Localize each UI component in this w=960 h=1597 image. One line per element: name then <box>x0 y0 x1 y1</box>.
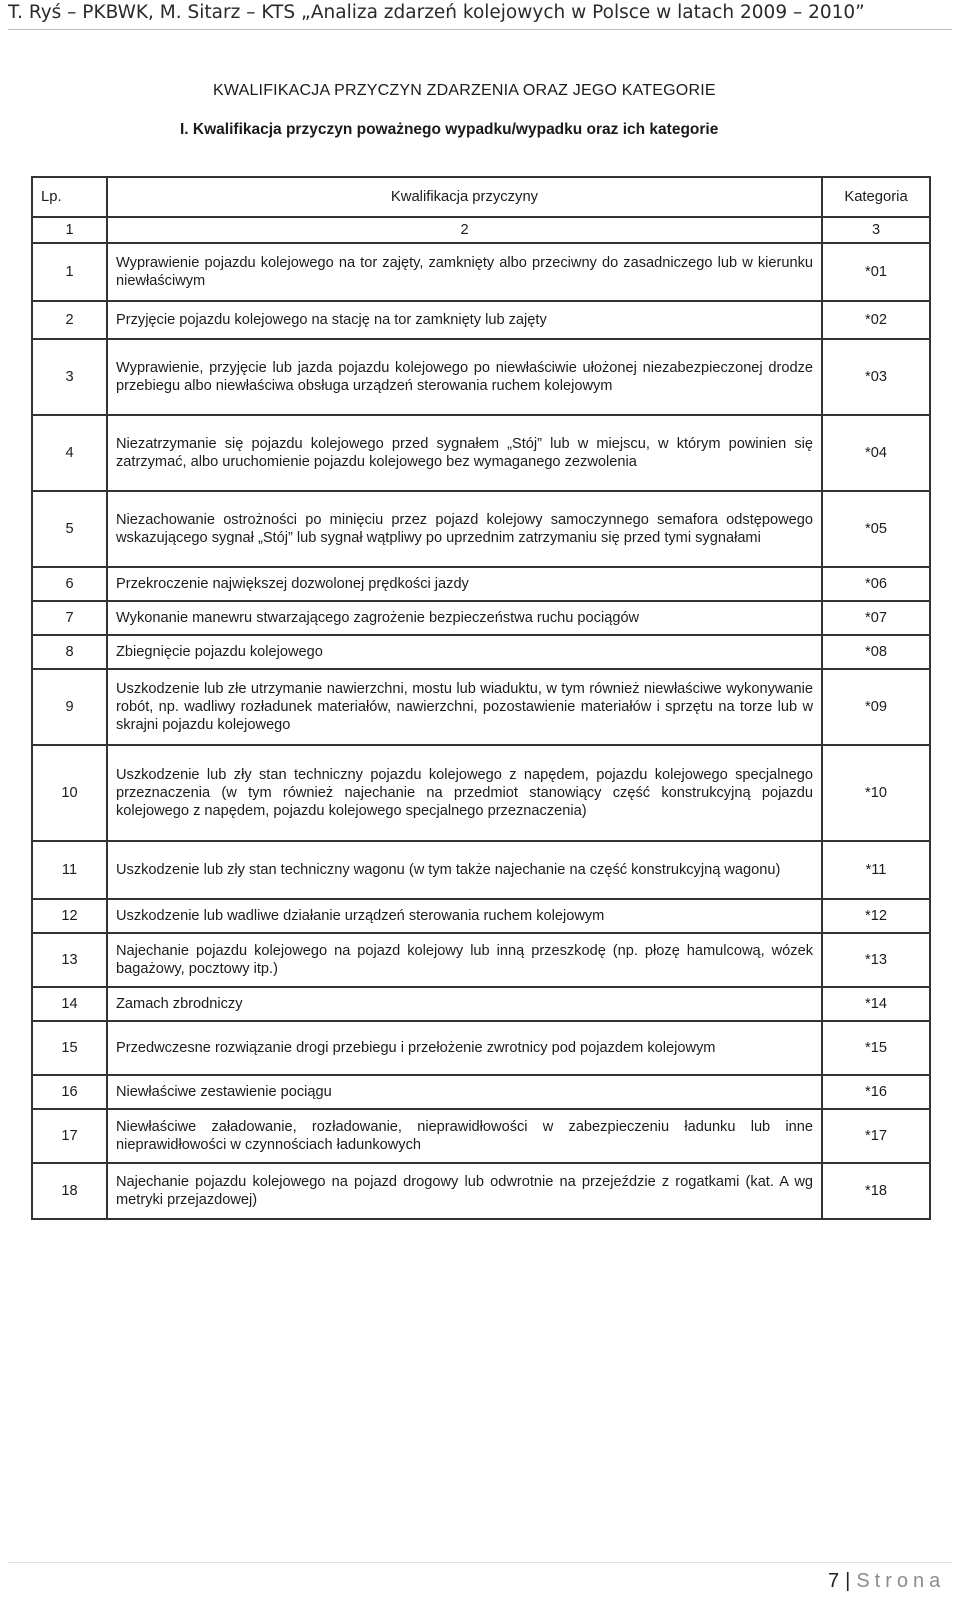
table-row <box>32 1109 930 1163</box>
table-row <box>32 987 930 1021</box>
table-row <box>32 301 930 339</box>
row-category-cell: *11 <box>822 841 930 899</box>
table-row <box>32 1163 930 1219</box>
row-lp-cell: 17 <box>32 1109 107 1163</box>
row-lp-cell: 18 <box>32 1163 107 1219</box>
row-description-cell: Wyprawienie pojazdu kolejowego na tor zajęty, zamknięty albo przeciwny do zasadniczego lub w kierunku niewłaściwym <box>107 243 822 301</box>
row-category-cell: *07 <box>822 601 930 635</box>
row-lp-cell: 13 <box>32 933 107 987</box>
row-description-cell: Niewłaściwe zestawienie pociągu <box>107 1075 822 1109</box>
page-number: 7 <box>828 1570 840 1592</box>
row-description-cell: Uszkodzenie lub zły stan techniczny wagonu (w tym także najechanie na część konstrukcyjną wagonu) <box>107 841 822 899</box>
row-description-cell: Przekroczenie największej dozwolonej prędkości jazdy <box>107 567 822 601</box>
row-description-cell: Uszkodzenie lub zły stan techniczny pojazdu kolejowego z napędem, pojazdu kolejowego specjalnego przeznaczenia (w tym również najechanie na przedmiot stanowiący część konstrukcyjną pojazdu kolejowego z napędem, pojazdu kolejowego specjalnego przeznaczenia) <box>107 745 822 841</box>
table-row <box>32 415 930 491</box>
row-description-cell: Najechanie pojazdu kolejowego na pojazd kolejowy lub inną przeszkodę (np. płozę hamulcową, wózek bagażowy, pocztowy itp.) <box>107 933 822 987</box>
page-word: Strona <box>856 1570 946 1592</box>
table-row <box>32 669 930 745</box>
row-lp-cell: 11 <box>32 841 107 899</box>
column-number: 3 <box>822 217 930 243</box>
table-row <box>32 1075 930 1109</box>
row-lp-cell: 16 <box>32 1075 107 1109</box>
row-category-cell: *16 <box>822 1075 930 1109</box>
row-category-cell: *06 <box>822 567 930 601</box>
row-category-cell: *05 <box>822 491 930 567</box>
row-description-cell: Przedwczesne rozwiązanie drogi przebiegu i przełożenie zwrotnicy pod pojazdem kolejowym <box>107 1021 822 1075</box>
row-category-cell: *08 <box>822 635 930 669</box>
row-lp-cell: 12 <box>32 899 107 933</box>
table-header-row <box>32 177 930 217</box>
row-lp-cell: 10 <box>32 745 107 841</box>
row-description-cell: Niewłaściwe załadowanie, rozładowanie, nieprawidłowości w zabezpieczeniu ładunku lub inne nieprawidłowości w czynnościach ładunkowych <box>107 1109 822 1163</box>
row-lp-cell: 3 <box>32 339 107 415</box>
row-category-cell: *10 <box>822 745 930 841</box>
running-header: T. Ryś – PKBWK, M. Sitarz – KTS „Analiza zdarzeń kolejowych w Polsce w latach 2009 – 2010” <box>8 2 865 23</box>
row-lp-cell: 15 <box>32 1021 107 1075</box>
table-row <box>32 243 930 301</box>
table-row <box>32 601 930 635</box>
row-category-cell: *13 <box>822 933 930 987</box>
footer-rule <box>8 1562 952 1563</box>
table-row <box>32 339 930 415</box>
row-description-cell: Niezatrzymanie się pojazdu kolejowego przed sygnałem „Stój” lub w miejscu, w którym powinien się zatrzymać, albo uruchomienie pojazdu kolejowego bez wymaganego zezwolenia <box>107 415 822 491</box>
row-category-cell: *15 <box>822 1021 930 1075</box>
row-category-cell: *09 <box>822 669 930 745</box>
row-category-cell: *14 <box>822 987 930 1021</box>
table-row <box>32 899 930 933</box>
column-number: 1 <box>32 217 107 243</box>
row-description-cell: Wyprawienie, przyjęcie lub jazda pojazdu kolejowego po niewłaściwie ułożonej niezabezpieczonej drodze przebiegu albo niewłaściwa obsługa urządzeń sterowania ruchem kolejowym <box>107 339 822 415</box>
table-row <box>32 841 930 899</box>
column-number: 2 <box>107 217 822 243</box>
page-title: KWALIFIKACJA PRZYCZYN ZDARZENIA ORAZ JEGO KATEGORIE <box>213 82 716 99</box>
causes-table <box>31 176 931 1220</box>
row-description-cell: Najechanie pojazdu kolejowego na pojazd drogowy lub odwrotnie na przejeździe z rogatkami (kat. A wg metryki przejazdowej) <box>107 1163 822 1219</box>
row-description-cell: Zbiegnięcie pojazdu kolejowego <box>107 635 822 669</box>
row-description-cell: Uszkodzenie lub złe utrzymanie nawierzchni, mostu lub wiaduktu, w tym również niewłaściwe wykonywanie robót, np. wadliwy rozładunek materiałów, nawierzchni, pozostawienie materiałów i sprzętu na torze lub w skrajni pojazdu kolejowego <box>107 669 822 745</box>
row-category-cell: *18 <box>822 1163 930 1219</box>
row-description-cell: Wykonanie manewru stwarzającego zagrożenie bezpieczeństwa ruchu pociągów <box>107 601 822 635</box>
table-row <box>32 567 930 601</box>
table-row <box>32 1021 930 1075</box>
row-lp-cell: 8 <box>32 635 107 669</box>
column-header-lp: Lp. <box>32 177 107 217</box>
footer-separator: | <box>845 1570 851 1592</box>
row-description-cell: Uszkodzenie lub wadliwe działanie urządzeń sterowania ruchem kolejowym <box>107 899 822 933</box>
row-lp-cell: 2 <box>32 301 107 339</box>
row-lp-cell: 6 <box>32 567 107 601</box>
row-category-cell: *17 <box>822 1109 930 1163</box>
column-number-row <box>32 217 930 243</box>
row-lp-cell: 9 <box>32 669 107 745</box>
header-rule <box>8 29 952 30</box>
row-category-cell: *01 <box>822 243 930 301</box>
page-footer <box>828 1570 945 1593</box>
column-header-category: Kategoria <box>822 177 930 217</box>
row-category-cell: *04 <box>822 415 930 491</box>
row-description-cell: Zamach zbrodniczy <box>107 987 822 1021</box>
row-lp-cell: 4 <box>32 415 107 491</box>
table-row <box>32 745 930 841</box>
table-row <box>32 635 930 669</box>
section-title: I. Kwalifikacja przyczyn poważnego wypadku/wypadku oraz ich kategorie <box>180 121 719 138</box>
row-lp-cell: 14 <box>32 987 107 1021</box>
row-description-cell: Niezachowanie ostrożności po minięciu przez pojazd kolejowy samoczynnego semafora odstępowego wskazującego sygnał „Stój” lub sygnał wątpliwy po uprzednim zatrzymaniu się przed tymi sygnałami <box>107 491 822 567</box>
row-lp-cell: 7 <box>32 601 107 635</box>
table-row <box>32 933 930 987</box>
column-header-qualification: Kwalifikacja przyczyny <box>107 177 822 217</box>
row-description-cell: Przyjęcie pojazdu kolejowego na stację na tor zamknięty lub zajęty <box>107 301 822 339</box>
row-lp-cell: 5 <box>32 491 107 567</box>
row-lp-cell: 1 <box>32 243 107 301</box>
row-category-cell: *12 <box>822 899 930 933</box>
row-category-cell: *03 <box>822 339 930 415</box>
row-category-cell: *02 <box>822 301 930 339</box>
table-row <box>32 491 930 567</box>
